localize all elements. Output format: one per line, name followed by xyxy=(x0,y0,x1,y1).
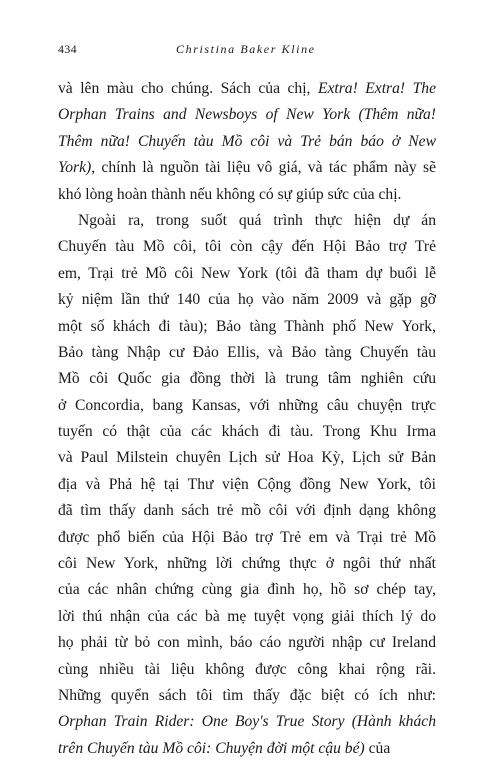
italic-text: Extra! Extra! The xyxy=(317,80,436,97)
text-line xyxy=(58,340,436,366)
text-line xyxy=(58,234,436,260)
text-line xyxy=(58,657,436,683)
text-run: côi New York, những lời chứng thực ở ngôi thứ nhất xyxy=(58,555,436,573)
text-line xyxy=(58,76,436,102)
text-run: được phổ biến của Hội Bảo trợ Trẻ em và Trại trẻ Mồ xyxy=(58,528,436,546)
text-run: của các nhân chứng cùng gia đình họ, hồ sơ chép tay, xyxy=(58,581,436,599)
text-line xyxy=(58,498,436,524)
text-line xyxy=(58,736,436,762)
text-run: chính là nguồn tài liệu vô giá, và tác phẩm này sẽ xyxy=(95,159,436,177)
text-line xyxy=(58,155,436,181)
text-run: và Paul Milstein chuyên Lịch sử Hoa Kỳ, Lịch sử Bản xyxy=(58,449,436,467)
text-line xyxy=(58,445,436,471)
text-run: Mồ côi Quốc gia đồng thời là trung tâm nghiên cứu xyxy=(58,370,436,388)
body-text xyxy=(58,76,436,762)
text-line xyxy=(58,630,436,656)
text-line xyxy=(58,102,436,128)
text-line xyxy=(58,287,436,313)
running-head: Christina Baker Kline xyxy=(176,42,316,56)
text-line xyxy=(58,314,436,340)
text-run: Những quyển sách tôi tìm thấy đặc biệt có ích như: xyxy=(58,686,436,704)
text-line xyxy=(58,604,436,630)
text-run: lời thú nhận của các bà mẹ tuyệt vọng giải thích lý do xyxy=(58,607,436,625)
text-run: Ngoài ra, trong suốt quá trình thực hiện dự án xyxy=(78,211,436,229)
text-line xyxy=(58,525,436,551)
italic-text: Thêm nữa! Chuyến tàu Mồ côi và Trẻ bán báo ở New xyxy=(58,132,436,150)
text-line xyxy=(58,366,436,392)
text-run: tuyến có thật của các khách đi tàu. Trong Khu Irma xyxy=(58,423,436,441)
text-line xyxy=(58,419,436,445)
text-run: khó lòng hoàn thành nếu không có sự giúp sức của chị. xyxy=(58,185,402,203)
text-run: họ phải từ bỏ con mình, báo cáo người nhập cư Ireland xyxy=(58,634,436,652)
italic-text: trên Chuyến tàu Mồ côi: Chuyện đời một cậu bé) xyxy=(58,739,365,757)
text-run: Bảo tàng Nhập cư Đảo Ellis, và Bảo tàng Chuyến tàu xyxy=(58,343,436,361)
text-line xyxy=(58,472,436,498)
text-run: địa và Phả hệ tại Thư viện Cộng đồng New York, tôi xyxy=(58,475,436,493)
page-header xyxy=(58,42,434,58)
text-line xyxy=(58,261,436,287)
page-number: 434 xyxy=(58,42,77,56)
text-run: kỷ niệm lần thứ 140 của họ vào năm 2009 và gặp gỡ xyxy=(58,291,436,309)
text-line xyxy=(58,393,436,419)
italic-text: York), xyxy=(58,159,96,177)
text-run: Chuyến tàu Mồ côi, tôi còn cậy đến Hội Bảo trợ Trẻ xyxy=(58,238,436,256)
text-line xyxy=(58,577,436,603)
text-run: của xyxy=(364,739,391,757)
text-line xyxy=(58,208,436,234)
italic-text: Orphan Trains and Newsboys of New York (Thêm nữa! xyxy=(58,106,436,124)
text-run: ở Concordia, bang Kansas, với những câu chuyện trực xyxy=(58,396,436,414)
text-run: cùng nhiều tài liệu không được công khai rộng rãi. xyxy=(58,660,436,678)
text-run: và lên màu cho chúng. Sách của chị, xyxy=(58,80,318,97)
text-line xyxy=(58,182,436,208)
text-run: đã tìm thấy danh sách trẻ mồ côi với định dạng không xyxy=(58,502,436,520)
text-run: em, Trại trẻ Mồ côi New York (tôi đã tham dự buổi lễ xyxy=(58,264,436,282)
text-line xyxy=(58,683,436,709)
text-run: một số khách đi tàu); Bảo tàng Thành phố New York, xyxy=(58,317,436,335)
text-line xyxy=(58,129,436,155)
italic-text: Orphan Train Rider: One Boy's True Story (Hành khách xyxy=(58,713,436,731)
text-line xyxy=(58,709,436,735)
text-line xyxy=(58,551,436,577)
